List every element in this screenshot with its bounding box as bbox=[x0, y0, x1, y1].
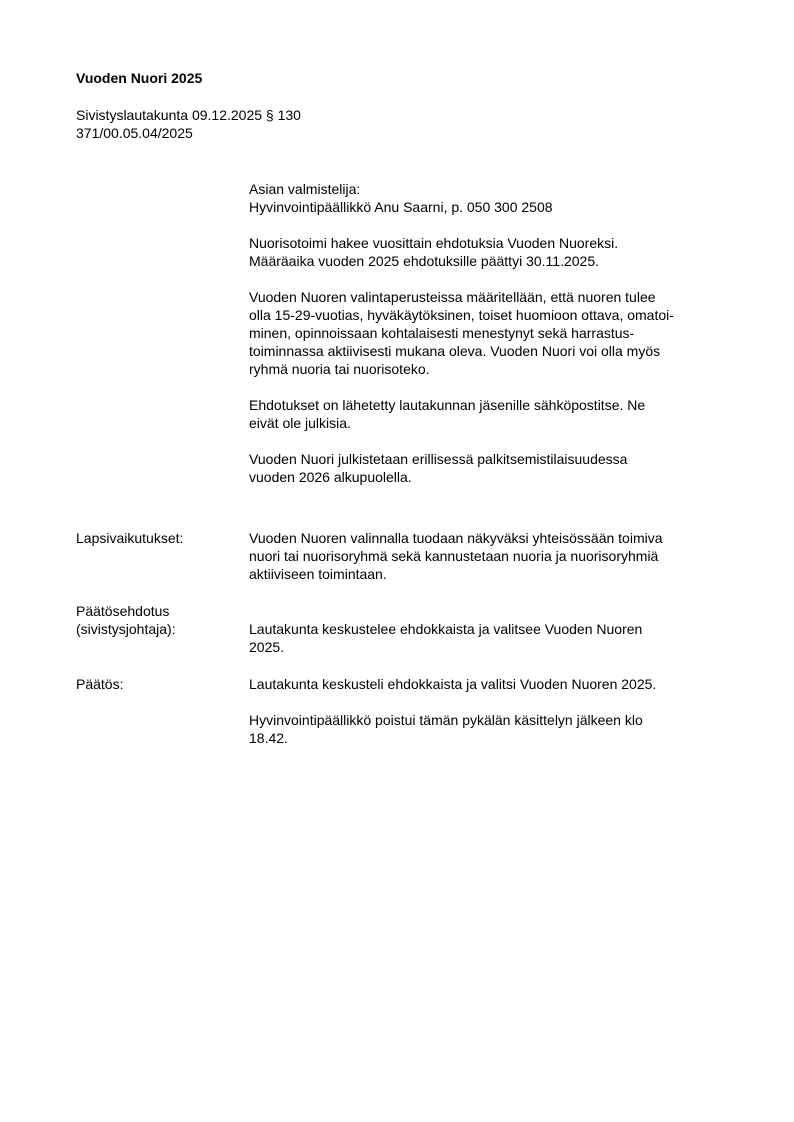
meeting-reference: Sivistyslautakunta 09.12.2025 § 130 bbox=[76, 107, 301, 123]
text-line: Asian valmistelija: bbox=[249, 181, 361, 197]
proposal-label bbox=[76, 602, 246, 638]
text-line: Vuoden Nuoren valintaperusteissa määritellään, että nuoren tulee bbox=[249, 289, 656, 305]
text-line: Lautakunta keskustelee ehdokkaista ja valitsee Vuoden Nuoren bbox=[249, 621, 643, 637]
text-line: ryhmä nuoria tai nuorisoteko. bbox=[249, 361, 430, 377]
nominations-sent-paragraph bbox=[249, 396, 749, 432]
label-line: Päätösehdotus bbox=[76, 603, 170, 619]
label-line: Lapsivaikutukset: bbox=[76, 530, 184, 546]
label-line: Päätös: bbox=[76, 676, 124, 692]
child-impact-text bbox=[249, 529, 749, 583]
decision-paragraph bbox=[249, 675, 749, 693]
text-line: nuori tai nuorisoryhmä sekä kannustetaan nuoria ja nuorisoryhmiä bbox=[249, 548, 659, 564]
text-line: 18.42. bbox=[249, 730, 288, 746]
text-line: olla 15-29-vuotias, hyväkäytöksinen, toiset huomioon ottava, omatoi- bbox=[249, 307, 674, 323]
proposal-text bbox=[249, 620, 749, 656]
preparation-section bbox=[249, 180, 749, 504]
announcement-paragraph bbox=[249, 450, 749, 486]
text-line: Hyvinvointipäällikkö Anu Saarni, p. 050 300 2508 bbox=[249, 199, 553, 215]
call-for-nominations-paragraph bbox=[249, 234, 749, 270]
text-line: Määräaika vuoden 2025 ehdotuksille päättyi 30.11.2025. bbox=[249, 253, 599, 269]
decision-text bbox=[249, 675, 749, 765]
meeting-info bbox=[76, 106, 476, 142]
record-id: 371/00.05.04/2025 bbox=[76, 125, 193, 141]
text-line: toiminnassa aktiivisesti mukana oleva. Vuoden Nuori voi olla myös bbox=[249, 343, 661, 359]
text-line: eivät ole julkisia. bbox=[249, 415, 351, 431]
text-line: vuoden 2026 alkupuolella. bbox=[249, 469, 412, 485]
text-line: Vuoden Nuori julkistetaan erillisessä palkitsemistilaisuudessa bbox=[249, 451, 628, 467]
text-line: Lautakunta keskusteli ehdokkaista ja valitsi Vuoden Nuoren 2025. bbox=[249, 676, 657, 692]
text-line: 2025. bbox=[249, 639, 285, 655]
decision-label bbox=[76, 675, 246, 693]
criteria-paragraph bbox=[249, 288, 749, 378]
text-line: aktiiviseen toimintaan. bbox=[249, 566, 387, 582]
document-title: Vuoden Nuori 2025 bbox=[76, 70, 203, 86]
text-line: Vuoden Nuoren valinnalla tuodaan näkyväksi yhteisössään toimiva bbox=[249, 530, 663, 546]
text-line: minen, opinnoissaan kohtalaisesti menestynyt sekä harrastus- bbox=[249, 325, 635, 341]
preparer-paragraph bbox=[249, 180, 749, 216]
text-line: Nuorisotoimi hakee vuosittain ehdotuksia Vuoden Nuoreksi. bbox=[249, 235, 619, 251]
label-line: (sivistysjohtaja): bbox=[76, 621, 176, 637]
text-line: Ehdotukset on lähetetty lautakunnan jäsenille sähköpostitse. Ne bbox=[249, 397, 646, 413]
departure-paragraph bbox=[249, 711, 749, 747]
child-impact-label bbox=[76, 529, 246, 547]
text-line: Hyvinvointipäällikkö poistui tämän pykälän käsittelyn jälkeen klo bbox=[249, 712, 643, 728]
